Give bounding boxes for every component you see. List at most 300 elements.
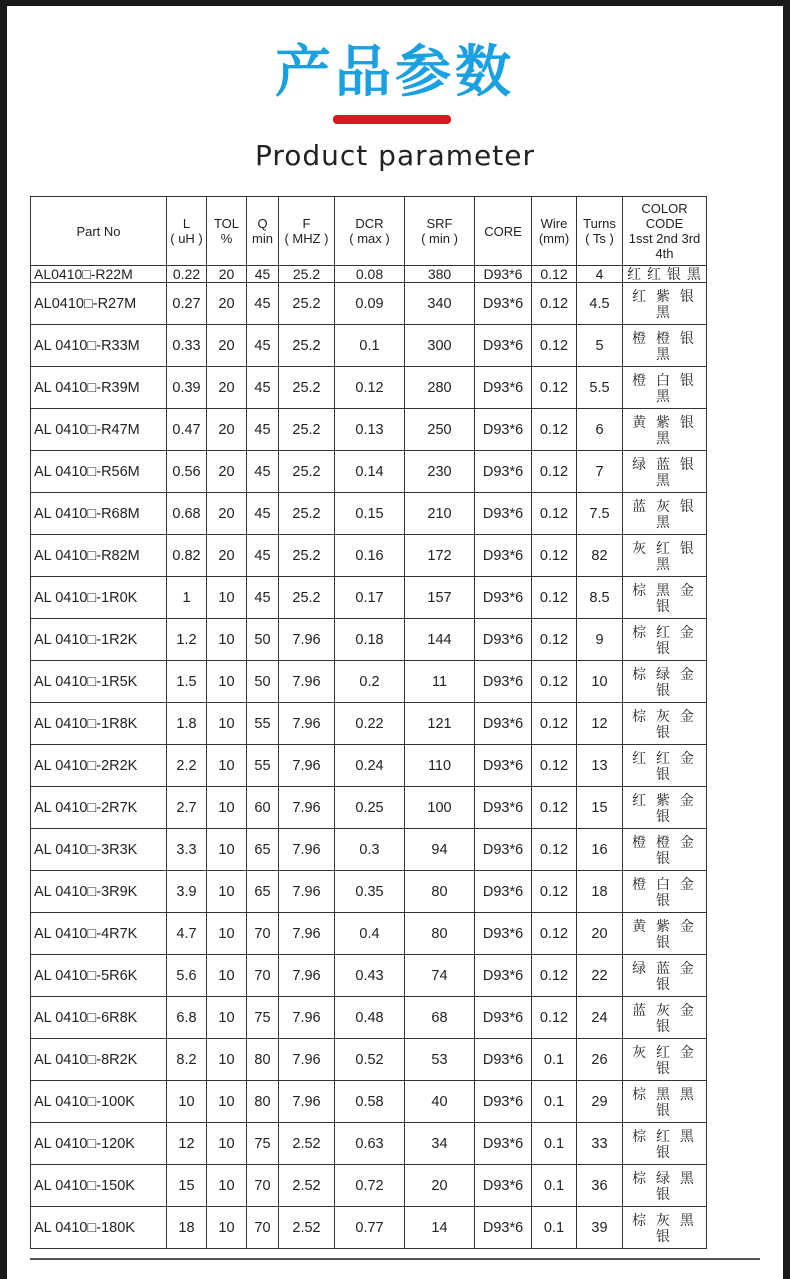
table-cell: 7.96 bbox=[279, 997, 335, 1039]
page-title: 产品参数 bbox=[275, 40, 515, 105]
table-row bbox=[31, 1165, 707, 1207]
table-cell: D93*6 bbox=[475, 367, 532, 409]
table-cell: 0.52 bbox=[335, 1039, 405, 1081]
color-code-cell: 红 紫 银 黑 bbox=[623, 283, 707, 325]
column-header: L ( uH ) bbox=[167, 197, 207, 266]
part-number-cell: AL 0410□-1R8K bbox=[31, 703, 167, 745]
table-cell: 80 bbox=[405, 913, 475, 955]
column-header: SRF ( min ) bbox=[405, 197, 475, 266]
table-cell: D93*6 bbox=[475, 619, 532, 661]
color-code-cell: 黄 紫 金 银 bbox=[623, 913, 707, 955]
table-cell: 7.96 bbox=[279, 1081, 335, 1123]
table-cell: 70 bbox=[247, 955, 279, 997]
table-cell: 65 bbox=[247, 829, 279, 871]
table-cell: 0.12 bbox=[532, 703, 577, 745]
table-cell: 15 bbox=[167, 1165, 207, 1207]
table-cell: 24 bbox=[577, 997, 623, 1039]
color-code-cell: 棕 红 金 银 bbox=[623, 619, 707, 661]
table-cell: 25.2 bbox=[279, 367, 335, 409]
color-code-cell: 棕 灰 黑 银 bbox=[623, 1207, 707, 1249]
table-cell: 0.48 bbox=[335, 997, 405, 1039]
table-cell: D93*6 bbox=[475, 1123, 532, 1165]
table-cell: 50 bbox=[247, 619, 279, 661]
table-cell: 157 bbox=[405, 577, 475, 619]
color-code-cell: 橙 白 银 黑 bbox=[623, 367, 707, 409]
part-number-cell: AL 0410□-3R3K bbox=[31, 829, 167, 871]
table-cell: 8.2 bbox=[167, 1039, 207, 1081]
table-cell: 100 bbox=[405, 787, 475, 829]
table-cell: D93*6 bbox=[475, 577, 532, 619]
table-cell: 10 bbox=[207, 1081, 247, 1123]
table-cell: 0.39 bbox=[167, 367, 207, 409]
table-cell: 0.12 bbox=[532, 829, 577, 871]
column-header: Part No bbox=[31, 197, 167, 266]
table-cell: 60 bbox=[247, 787, 279, 829]
table-cell: 10 bbox=[207, 703, 247, 745]
column-header: F ( MHZ ) bbox=[279, 197, 335, 266]
table-cell: D93*6 bbox=[475, 283, 532, 325]
table-row bbox=[31, 1081, 707, 1123]
color-code-cell: 棕 黑 金 银 bbox=[623, 577, 707, 619]
table-cell: 0.24 bbox=[335, 745, 405, 787]
table-row bbox=[31, 1207, 707, 1249]
table-cell: 2.52 bbox=[279, 1207, 335, 1249]
table-cell: 10 bbox=[207, 745, 247, 787]
table-cell: 280 bbox=[405, 367, 475, 409]
table-cell: 250 bbox=[405, 409, 475, 451]
table-cell: 39 bbox=[577, 1207, 623, 1249]
table-cell: 0.18 bbox=[335, 619, 405, 661]
table-cell: D93*6 bbox=[475, 1039, 532, 1081]
table-cell: 0.12 bbox=[532, 577, 577, 619]
table-cell: 3.9 bbox=[167, 871, 207, 913]
table-cell: 2.7 bbox=[167, 787, 207, 829]
part-number-cell: AL 0410□-8R2K bbox=[31, 1039, 167, 1081]
table-cell: 7.96 bbox=[279, 661, 335, 703]
part-number-cell: AL 0410□-120K bbox=[31, 1123, 167, 1165]
part-number-cell: AL 0410□-2R2K bbox=[31, 745, 167, 787]
table-cell: 0.12 bbox=[335, 367, 405, 409]
table-cell: 1.5 bbox=[167, 661, 207, 703]
table-cell: 10 bbox=[207, 997, 247, 1039]
table-cell: 45 bbox=[247, 325, 279, 367]
table-cell: 34 bbox=[405, 1123, 475, 1165]
table-cell: 20 bbox=[207, 283, 247, 325]
table-cell: D93*6 bbox=[475, 325, 532, 367]
table-cell: 94 bbox=[405, 829, 475, 871]
table-cell: 10 bbox=[577, 661, 623, 703]
table-cell: 0.77 bbox=[335, 1207, 405, 1249]
table-cell: 0.1 bbox=[335, 325, 405, 367]
table-cell: 25.2 bbox=[279, 325, 335, 367]
table-row bbox=[31, 661, 707, 703]
table-cell: 20 bbox=[207, 367, 247, 409]
table-cell: 5.5 bbox=[577, 367, 623, 409]
table-cell: 75 bbox=[247, 997, 279, 1039]
table-cell: 340 bbox=[405, 283, 475, 325]
title-underline bbox=[333, 115, 451, 124]
table-cell: 7 bbox=[577, 451, 623, 493]
table-cell: D93*6 bbox=[475, 787, 532, 829]
table-cell: 0.56 bbox=[167, 451, 207, 493]
table-cell: 12 bbox=[577, 703, 623, 745]
part-number-cell: AL 0410□-180K bbox=[31, 1207, 167, 1249]
table-cell: D93*6 bbox=[475, 703, 532, 745]
parameter-table bbox=[30, 196, 707, 1249]
part-number-cell: AL 0410□-1R0K bbox=[31, 577, 167, 619]
table-cell: 0.12 bbox=[532, 325, 577, 367]
table-cell: 0.1 bbox=[532, 1081, 577, 1123]
table-cell: 20 bbox=[207, 409, 247, 451]
table-cell: D93*6 bbox=[475, 1207, 532, 1249]
table-cell: 10 bbox=[207, 913, 247, 955]
table-row bbox=[31, 283, 707, 325]
color-code-cell: 红 红 银 黑 bbox=[623, 266, 707, 283]
table-cell: 80 bbox=[247, 1081, 279, 1123]
table-cell: D93*6 bbox=[475, 535, 532, 577]
part-number-cell: AL 0410□-150K bbox=[31, 1165, 167, 1207]
color-code-cell: 黄 紫 银 黑 bbox=[623, 409, 707, 451]
table-cell: 4.7 bbox=[167, 913, 207, 955]
part-number-cell: AL 0410□-R56M bbox=[31, 451, 167, 493]
table-cell: 5 bbox=[577, 325, 623, 367]
table-row bbox=[31, 745, 707, 787]
table-cell: 0.12 bbox=[532, 997, 577, 1039]
table-cell: 0.4 bbox=[335, 913, 405, 955]
table-cell: 45 bbox=[247, 493, 279, 535]
table-cell: 0.12 bbox=[532, 451, 577, 493]
table-cell: 53 bbox=[405, 1039, 475, 1081]
table-cell: 33 bbox=[577, 1123, 623, 1165]
table-cell: 10 bbox=[207, 955, 247, 997]
part-number-cell: AL0410□-R22M bbox=[31, 266, 167, 283]
part-number-cell: AL 0410□-R33M bbox=[31, 325, 167, 367]
table-cell: 9 bbox=[577, 619, 623, 661]
table-row bbox=[31, 367, 707, 409]
table-cell: 65 bbox=[247, 871, 279, 913]
table-cell: 10 bbox=[207, 1165, 247, 1207]
table-cell: D93*6 bbox=[475, 493, 532, 535]
table-row bbox=[31, 1039, 707, 1081]
table-cell: 0.27 bbox=[167, 283, 207, 325]
table-header-row bbox=[31, 197, 707, 266]
bottom-divider bbox=[30, 1258, 760, 1260]
table-cell: 7.96 bbox=[279, 913, 335, 955]
table-cell: 16 bbox=[577, 829, 623, 871]
table-cell: 7.96 bbox=[279, 871, 335, 913]
table-cell: 45 bbox=[247, 577, 279, 619]
table-cell: 20 bbox=[405, 1165, 475, 1207]
part-number-cell: AL 0410□-2R7K bbox=[31, 787, 167, 829]
table-cell: 0.3 bbox=[335, 829, 405, 871]
table-cell: 0.22 bbox=[167, 266, 207, 283]
part-number-cell: AL 0410□-1R5K bbox=[31, 661, 167, 703]
table-cell: 50 bbox=[247, 661, 279, 703]
table-cell: 20 bbox=[207, 493, 247, 535]
table-cell: 80 bbox=[247, 1039, 279, 1081]
table-cell: 0.72 bbox=[335, 1165, 405, 1207]
table-row bbox=[31, 493, 707, 535]
table-row bbox=[31, 535, 707, 577]
table-cell: 0.12 bbox=[532, 409, 577, 451]
table-cell: 0.12 bbox=[532, 871, 577, 913]
table-cell: 70 bbox=[247, 1207, 279, 1249]
table-cell: 25.2 bbox=[279, 266, 335, 283]
part-number-cell: AL 0410□-1R2K bbox=[31, 619, 167, 661]
table-cell: 25.2 bbox=[279, 451, 335, 493]
table-row bbox=[31, 829, 707, 871]
table-cell: 10 bbox=[207, 871, 247, 913]
table-row bbox=[31, 997, 707, 1039]
table-row bbox=[31, 325, 707, 367]
table-cell: 68 bbox=[405, 997, 475, 1039]
table-cell: 7.96 bbox=[279, 829, 335, 871]
table-cell: 0.12 bbox=[532, 367, 577, 409]
table-cell: 0.68 bbox=[167, 493, 207, 535]
table-cell: 25.2 bbox=[279, 535, 335, 577]
table-cell: 29 bbox=[577, 1081, 623, 1123]
table-cell: 10 bbox=[207, 787, 247, 829]
table-cell: 45 bbox=[247, 451, 279, 493]
table-cell: 25.2 bbox=[279, 409, 335, 451]
table-cell: 75 bbox=[247, 1123, 279, 1165]
table-cell: 0.58 bbox=[335, 1081, 405, 1123]
table-cell: 0.14 bbox=[335, 451, 405, 493]
column-header: DCR ( max ) bbox=[335, 197, 405, 266]
table-row bbox=[31, 451, 707, 493]
table-cell: 7.96 bbox=[279, 745, 335, 787]
color-code-cell: 橙 白 金 银 bbox=[623, 871, 707, 913]
color-code-cell: 棕 绿 金 银 bbox=[623, 661, 707, 703]
table-cell: 7.96 bbox=[279, 703, 335, 745]
table-cell: 0.63 bbox=[335, 1123, 405, 1165]
table-cell: 6.8 bbox=[167, 997, 207, 1039]
table-cell: 12 bbox=[167, 1123, 207, 1165]
table-cell: D93*6 bbox=[475, 1165, 532, 1207]
page-subtitle: Product parameter bbox=[254, 139, 536, 172]
table-cell: 0.12 bbox=[532, 283, 577, 325]
table-cell: 11 bbox=[405, 661, 475, 703]
color-code-cell: 橙 橙 银 黑 bbox=[623, 325, 707, 367]
table-cell: 18 bbox=[167, 1207, 207, 1249]
table-cell: 0.25 bbox=[335, 787, 405, 829]
table-cell: 7.96 bbox=[279, 619, 335, 661]
table-cell: 45 bbox=[247, 283, 279, 325]
table-cell: 210 bbox=[405, 493, 475, 535]
table-cell: 0.13 bbox=[335, 409, 405, 451]
table-row bbox=[31, 577, 707, 619]
table-cell: 121 bbox=[405, 703, 475, 745]
table-cell: 10 bbox=[207, 1123, 247, 1165]
table-cell: 0.08 bbox=[335, 266, 405, 283]
table-cell: 230 bbox=[405, 451, 475, 493]
table-cell: 1.2 bbox=[167, 619, 207, 661]
table-cell: 0.22 bbox=[335, 703, 405, 745]
table-cell: 300 bbox=[405, 325, 475, 367]
table-body bbox=[31, 266, 707, 1249]
column-header: CORE bbox=[475, 197, 532, 266]
table-cell: 0.12 bbox=[532, 493, 577, 535]
color-code-cell: 灰 红 银 黑 bbox=[623, 535, 707, 577]
table-cell: 2.52 bbox=[279, 1165, 335, 1207]
table-cell: 25.2 bbox=[279, 577, 335, 619]
color-code-cell: 蓝 灰 金 银 bbox=[623, 997, 707, 1039]
table-cell: 0.12 bbox=[532, 745, 577, 787]
table-cell: 45 bbox=[247, 266, 279, 283]
table-cell: 10 bbox=[207, 1207, 247, 1249]
table-row bbox=[31, 266, 707, 283]
table-row bbox=[31, 787, 707, 829]
table-cell: D93*6 bbox=[475, 266, 532, 283]
table-cell: 20 bbox=[207, 535, 247, 577]
table-cell: 5.6 bbox=[167, 955, 207, 997]
table-row bbox=[31, 871, 707, 913]
table-cell: 55 bbox=[247, 703, 279, 745]
part-number-cell: AL 0410□-5R6K bbox=[31, 955, 167, 997]
color-code-cell: 棕 红 黑 银 bbox=[623, 1123, 707, 1165]
color-code-cell: 蓝 灰 银 黑 bbox=[623, 493, 707, 535]
table-cell: 7.96 bbox=[279, 787, 335, 829]
table-cell: 0.12 bbox=[532, 787, 577, 829]
table-cell: 6 bbox=[577, 409, 623, 451]
table-cell: 15 bbox=[577, 787, 623, 829]
table-cell: 8.5 bbox=[577, 577, 623, 619]
table-cell: 0.12 bbox=[532, 661, 577, 703]
table-cell: 10 bbox=[167, 1081, 207, 1123]
color-code-cell: 红 紫 金 银 bbox=[623, 787, 707, 829]
table-cell: 55 bbox=[247, 745, 279, 787]
table-cell: 10 bbox=[207, 619, 247, 661]
table-cell: 40 bbox=[405, 1081, 475, 1123]
part-number-cell: AL 0410□-R82M bbox=[31, 535, 167, 577]
table-cell: 20 bbox=[207, 325, 247, 367]
table-row bbox=[31, 619, 707, 661]
table-cell: 25.2 bbox=[279, 283, 335, 325]
table-cell: 70 bbox=[247, 1165, 279, 1207]
part-number-cell: AL 0410□-R68M bbox=[31, 493, 167, 535]
table-cell: 74 bbox=[405, 955, 475, 997]
table-cell: D93*6 bbox=[475, 955, 532, 997]
table-cell: 45 bbox=[247, 535, 279, 577]
table-cell: 26 bbox=[577, 1039, 623, 1081]
part-number-cell: AL0410□-R27M bbox=[31, 283, 167, 325]
table-cell: 0.09 bbox=[335, 283, 405, 325]
table-cell: 14 bbox=[405, 1207, 475, 1249]
table-cell: 0.12 bbox=[532, 913, 577, 955]
table-cell: 70 bbox=[247, 913, 279, 955]
part-number-cell: AL 0410□-3R9K bbox=[31, 871, 167, 913]
table-row bbox=[31, 409, 707, 451]
column-header: Q min bbox=[247, 197, 279, 266]
table-cell: 172 bbox=[405, 535, 475, 577]
table-cell: 4 bbox=[577, 266, 623, 283]
table-cell: 7.96 bbox=[279, 1039, 335, 1081]
table-cell: 144 bbox=[405, 619, 475, 661]
table-cell: 0.82 bbox=[167, 535, 207, 577]
color-code-cell: 灰 红 金 银 bbox=[623, 1039, 707, 1081]
table-cell: 0.12 bbox=[532, 535, 577, 577]
part-number-cell: AL 0410□-R47M bbox=[31, 409, 167, 451]
table-cell: D93*6 bbox=[475, 871, 532, 913]
table-cell: 0.12 bbox=[532, 619, 577, 661]
table-cell: 45 bbox=[247, 367, 279, 409]
table-cell: 0.2 bbox=[335, 661, 405, 703]
table-cell: D93*6 bbox=[475, 829, 532, 871]
color-code-cell: 棕 黑 黑 银 bbox=[623, 1081, 707, 1123]
table-cell: 10 bbox=[207, 577, 247, 619]
table-cell: D93*6 bbox=[475, 913, 532, 955]
table-cell: D93*6 bbox=[475, 997, 532, 1039]
table-cell: 7.5 bbox=[577, 493, 623, 535]
table-cell: 7.96 bbox=[279, 955, 335, 997]
table-cell: 0.12 bbox=[532, 266, 577, 283]
part-number-cell: AL 0410□-100K bbox=[31, 1081, 167, 1123]
color-code-cell: 红 红 金 银 bbox=[623, 745, 707, 787]
table-cell: 2.2 bbox=[167, 745, 207, 787]
table-cell: 45 bbox=[247, 409, 279, 451]
table-cell: 2.52 bbox=[279, 1123, 335, 1165]
table-cell: 0.12 bbox=[532, 955, 577, 997]
table-cell: 110 bbox=[405, 745, 475, 787]
column-header: Wire (mm) bbox=[532, 197, 577, 266]
table-cell: 80 bbox=[405, 871, 475, 913]
column-header: TOL % bbox=[207, 197, 247, 266]
table-cell: 0.43 bbox=[335, 955, 405, 997]
column-header: COLOR CODE 1sst 2nd 3rd 4th bbox=[623, 197, 707, 266]
table-cell: 0.1 bbox=[532, 1207, 577, 1249]
table-cell: 0.47 bbox=[167, 409, 207, 451]
table-cell: 25.2 bbox=[279, 493, 335, 535]
table-cell: 22 bbox=[577, 955, 623, 997]
table-cell: D93*6 bbox=[475, 745, 532, 787]
table-cell: 0.17 bbox=[335, 577, 405, 619]
table-cell: 20 bbox=[207, 266, 247, 283]
page bbox=[7, 6, 783, 1279]
color-code-cell: 橙 橙 金 银 bbox=[623, 829, 707, 871]
table-row bbox=[31, 913, 707, 955]
table-cell: 13 bbox=[577, 745, 623, 787]
table-cell: 20 bbox=[207, 451, 247, 493]
table-cell: 0.33 bbox=[167, 325, 207, 367]
color-code-cell: 棕 绿 黑 银 bbox=[623, 1165, 707, 1207]
color-code-cell: 绿 蓝 银 黑 bbox=[623, 451, 707, 493]
table-cell: D93*6 bbox=[475, 409, 532, 451]
table-cell: 18 bbox=[577, 871, 623, 913]
table-cell: 0.1 bbox=[532, 1165, 577, 1207]
table-cell: D93*6 bbox=[475, 661, 532, 703]
table-cell: 10 bbox=[207, 661, 247, 703]
table-cell: 1 bbox=[167, 577, 207, 619]
part-number-cell: AL 0410□-6R8K bbox=[31, 997, 167, 1039]
table-cell: D93*6 bbox=[475, 451, 532, 493]
table-cell: 82 bbox=[577, 535, 623, 577]
table-cell: 10 bbox=[207, 1039, 247, 1081]
table-row bbox=[31, 1123, 707, 1165]
table-cell: 3.3 bbox=[167, 829, 207, 871]
table-cell: D93*6 bbox=[475, 1081, 532, 1123]
table-cell: 0.35 bbox=[335, 871, 405, 913]
table-cell: 20 bbox=[577, 913, 623, 955]
table-cell: 4.5 bbox=[577, 283, 623, 325]
table-row bbox=[31, 955, 707, 997]
table-cell: 10 bbox=[207, 829, 247, 871]
table-cell: 0.15 bbox=[335, 493, 405, 535]
color-code-cell: 棕 灰 金 银 bbox=[623, 703, 707, 745]
table-cell: 0.16 bbox=[335, 535, 405, 577]
part-number-cell: AL 0410□-R39M bbox=[31, 367, 167, 409]
table-cell: 0.1 bbox=[532, 1123, 577, 1165]
table-cell: 1.8 bbox=[167, 703, 207, 745]
